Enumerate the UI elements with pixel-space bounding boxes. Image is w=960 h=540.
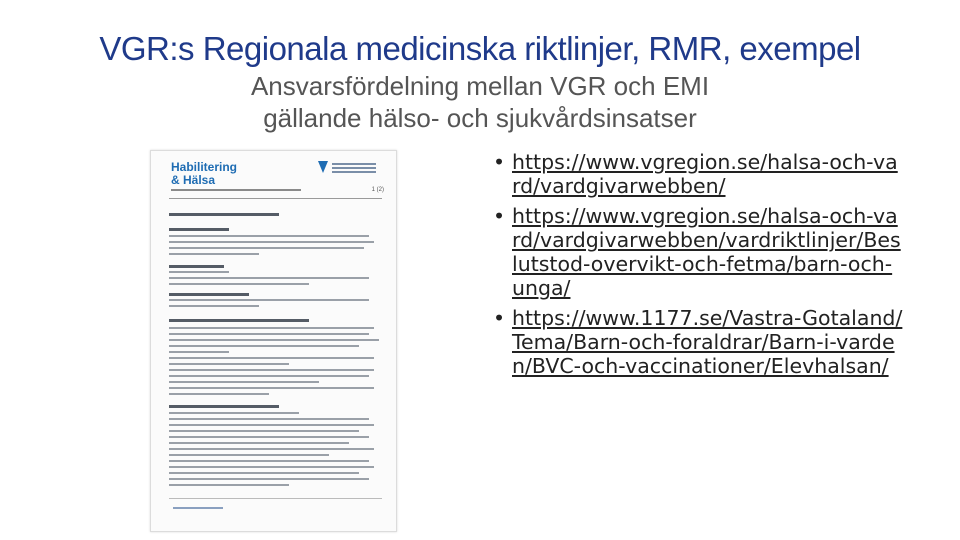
doc-text-line: [169, 448, 374, 450]
doc-text-line: [169, 351, 229, 353]
doc-text-line: [169, 424, 374, 426]
logo-line-2: & Hälsa: [171, 173, 216, 187]
vgr-logo-text-lines: [332, 163, 376, 165]
logo-line-1: Habilitering: [171, 160, 238, 174]
vgregion-vardgivarwebben-link[interactable]: https://www.vgregion.se/halsa-och-vard/vardgivarwebben/: [512, 150, 898, 198]
doc-text-line: [169, 305, 259, 307]
doc-text-line: [169, 478, 369, 480]
doc-text-line: [169, 436, 369, 438]
doc-text-line: [169, 418, 369, 420]
doc-text-line: [169, 466, 374, 468]
doc-text-line: [169, 327, 374, 329]
subtitle-line-1: Ansvarsfördelning mellan VGR och EMI: [250, 71, 710, 101]
doc-heading: [169, 228, 229, 231]
doc-heading: [169, 265, 224, 268]
bullet: •: [493, 204, 506, 228]
doc-text-line: [169, 442, 349, 444]
doc-text-line: [169, 283, 309, 285]
doc-heading: [169, 319, 309, 322]
doc-text-line: [169, 484, 289, 486]
doc-text-line: [169, 333, 369, 335]
bullet: •: [493, 306, 506, 330]
doc-text-line: [169, 387, 374, 389]
doc-text-line: [169, 412, 299, 414]
document-footer-divider: [169, 498, 382, 499]
slide-title: VGR:s Regionala medicinska riktlinjer, RMR, exempel: [99, 30, 861, 67]
doc-heading: [169, 293, 249, 296]
doc-text-line: [169, 393, 269, 395]
doc-heading: [169, 213, 279, 216]
doc-text-line: [169, 247, 364, 249]
doc-text-line: [169, 357, 374, 359]
doc-text-line: [169, 299, 369, 301]
doc-text-line: [169, 460, 369, 462]
doc-text-line: [169, 369, 374, 371]
list-item: [493, 150, 903, 198]
doc-text-line: [169, 271, 229, 273]
list-item: [493, 306, 903, 378]
subtitle-line-2: gällande hälso- och sjukvårdsinsatser: [263, 103, 697, 133]
doc-text-line: [169, 339, 379, 341]
list-item: [493, 204, 903, 300]
1177-elevhalsan-link[interactable]: https://www.1177.se/Vastra-Gotaland/Tema/Barn-och-foraldrar/Barn-i-varden/BVC-och-vaccinationer/Elevhalsan/: [512, 306, 903, 378]
doc-text-line: [169, 277, 369, 279]
vgregion-beslutstod-link[interactable]: https://www.vgregion.se/halsa-och-vard/vardgivarwebben/vardriktlinjer/Beslutstod-overvikt-och-fetma/barn-och-unga/: [512, 204, 901, 300]
doc-text-line: [169, 454, 329, 456]
doc-text-line: [169, 472, 359, 474]
doc-heading: [169, 405, 279, 408]
doc-text-line: [169, 345, 359, 347]
bullet: •: [493, 150, 506, 174]
doc-text-line: [169, 235, 369, 237]
doc-text-line: [169, 241, 374, 243]
vgr-logo-icon: [318, 161, 378, 175]
document-scan-image: [150, 150, 397, 532]
document-header-text: [171, 189, 301, 191]
doc-text-line: [169, 375, 369, 377]
slide-subtitle: [0, 70, 960, 134]
doc-text-line: [169, 430, 359, 432]
document-page-number: 1 (2): [371, 187, 384, 193]
doc-text-line: [169, 253, 259, 255]
habilitering-halsa-logo: [171, 161, 237, 187]
document-footer-url: [173, 507, 223, 509]
document-divider: [169, 198, 382, 199]
doc-text-line: [169, 381, 319, 383]
doc-text-line: [169, 363, 289, 365]
link-list: [493, 150, 903, 384]
vgr-mark-icon: [318, 161, 328, 173]
